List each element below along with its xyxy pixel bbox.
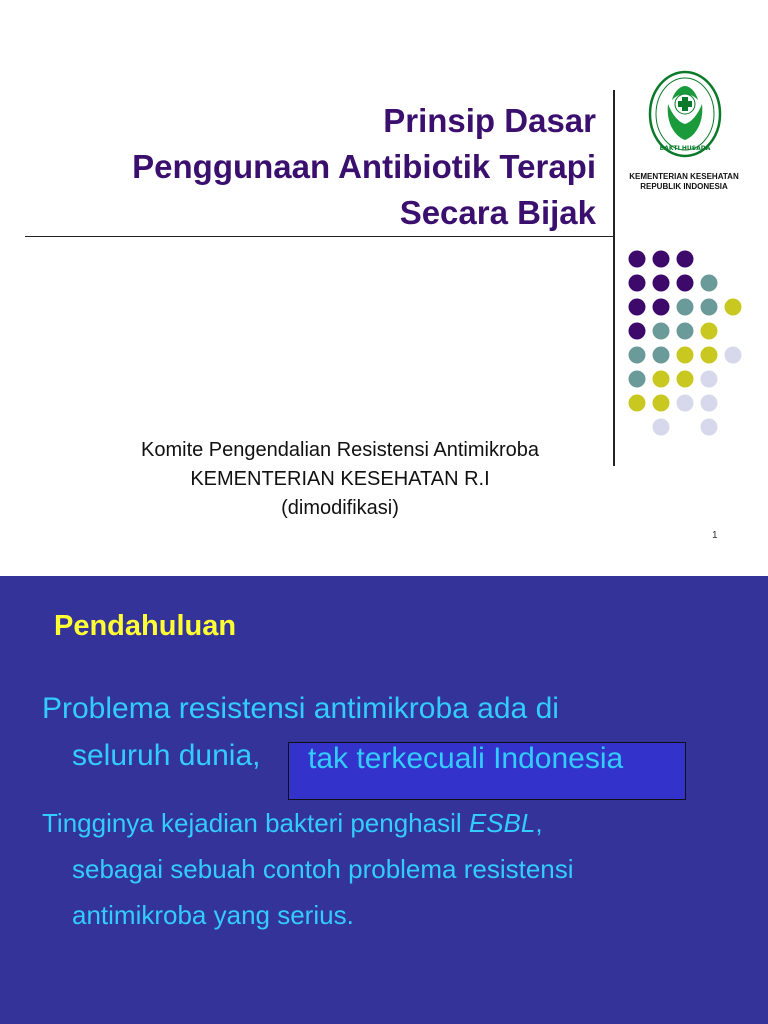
decorative-dot-purple [653,299,670,316]
title-line-1: Prinsip Dasar [383,102,596,139]
decorative-dot-purple [629,299,646,316]
slide-2 [0,576,768,1024]
decorative-dot-teal [701,299,718,316]
decorative-dot-yellow [653,395,670,412]
subtitle-line-3: (dimodifikasi) [281,497,399,519]
paragraph-2-comma: , [535,808,543,838]
decorative-dot-purple [629,323,646,340]
decorative-dot-lavender [701,371,718,388]
subtitle-line-1: Komite Pengendalian Resistensi Antimikroba [141,439,539,461]
decorative-dot-purple [653,251,670,268]
decorative-dot-teal [701,275,718,292]
section-title: Pendahuluan [54,610,237,642]
decorative-dot-teal [653,323,670,340]
logo-caption-line-1: KEMENTERIAN KESEHATAN [629,172,739,181]
decorative-dot-teal [677,323,694,340]
decorative-dot-teal [629,347,646,364]
subtitle-line-2: KEMENTERIAN KESEHATAN R.I [190,468,490,490]
highlight-text: tak terkecuali Indonesia [308,742,624,775]
decorative-dot-yellow [677,371,694,388]
decorative-dot-lavender [701,419,718,436]
decorative-dot-lavender [653,419,670,436]
decorative-dot-purple [677,251,694,268]
decorative-dot-purple [677,275,694,292]
decorative-dot-lavender [725,347,742,364]
paragraph-2-text: Tingginya kejadian bakteri penghasil [42,808,469,838]
slide-number: 1 [712,530,718,541]
decorative-dot-yellow [653,371,670,388]
decorative-dot-yellow [629,395,646,412]
title-line-2: Penggunaan Antibiotik Terapi [132,148,596,185]
decorative-dot-lavender [701,395,718,412]
decorative-dot-purple [629,251,646,268]
slide-subtitle [60,436,620,523]
decorative-dot-yellow [701,323,718,340]
paragraph-1-line-1: Problema resistensi antimikroba ada di [42,692,559,725]
decorative-dot-teal [653,347,670,364]
paragraph-1-line-2: seluruh dunia, [72,739,261,772]
decorative-dot-lavender [677,395,694,412]
esbl-term: ESBL [468,808,536,838]
decorative-dot-purple [653,275,670,292]
paragraph-2-line-3: antimikroba yang serius. [72,900,354,930]
logo-ring-text: BAKTI HUSADA [659,145,711,152]
decorative-dot-teal [629,371,646,388]
decorative-dot-yellow [677,347,694,364]
logo-caption-line-2: REPUBLIK INDONESIA [640,182,728,191]
decorative-dot-yellow [725,299,742,316]
decorative-dot-teal [677,299,694,316]
paragraph-2-line-2: sebagai sebuah contoh problema resistensi [72,854,574,884]
decorative-dot-purple [629,275,646,292]
decorative-dot-yellow [701,347,718,364]
title-line-3: Secara Bijak [399,194,596,231]
paragraph-2-line-1 [42,808,543,839]
